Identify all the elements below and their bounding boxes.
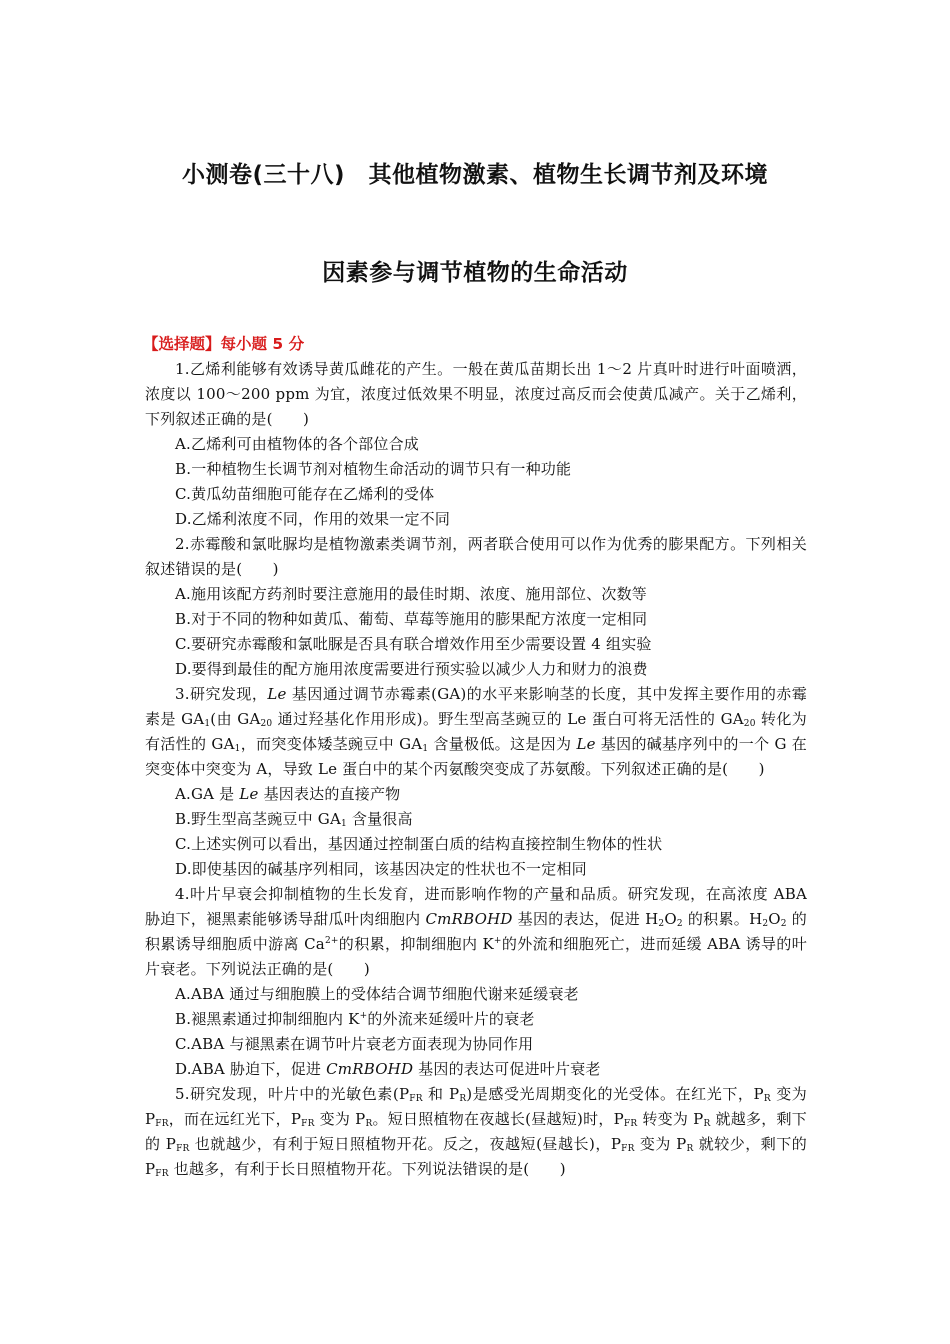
q4-superscript: + bbox=[493, 936, 502, 946]
q5-subscript: R bbox=[459, 1094, 467, 1104]
q3-subscript: 1 bbox=[204, 719, 211, 729]
q3-subscript: 20 bbox=[260, 719, 273, 729]
q4-text: 4.叶片早衰会抑制植物的生长发育，进而影响作物的产量和品质。研究发现，在高浓度 ABA 胁迫下，褪黑素能够诱导甜瓜叶肉细胞内 bbox=[145, 885, 807, 928]
q4-subscript: 2 bbox=[676, 919, 683, 929]
q4-text: O bbox=[664, 910, 677, 928]
q3-subscript: 1 bbox=[422, 744, 429, 754]
q5-subscript: FR bbox=[176, 1144, 190, 1154]
q3-text: 基因的碱基序列中的一个 G 在突变体中突变为 A，导致 Le 蛋白中的某个丙氨酸突变成了苏氨酸。下列叙述正确的是( ) bbox=[145, 735, 807, 778]
q5-text: 5.研究发现，叶片中的光敏色素(P bbox=[175, 1085, 410, 1103]
question-1-stem: 1.乙烯利能够有效诱导黄瓜雌花的产生。一般在黄瓜苗期长出 1～2 片真叶时进行叶面喷洒，浓度以 100～200 ppm 为宜，浓度过低效果不明显，浓度过高反而会使黄瓜减产。关于乙烯利，下列叙述正确的是( ) bbox=[145, 360, 807, 428]
question-4-option-b bbox=[145, 1007, 807, 1032]
q3-subscript: 20 bbox=[743, 719, 756, 729]
q3-text: 3.研究发现， bbox=[175, 685, 268, 703]
q3-b-subscript: 1 bbox=[340, 819, 347, 829]
q5-text: 就越多，剩下的 P bbox=[145, 1110, 807, 1153]
q5-subscript: FR bbox=[155, 1169, 169, 1179]
q3-a-text: 基因表达的直接产物 bbox=[258, 785, 401, 803]
question-4-option-a: A.ABA 通过与细胞膜上的受体结合调节细胞代谢来延缓衰老 bbox=[175, 985, 579, 1003]
q4-text: 的外流和细胞死亡，进而延缓 ABA 诱导的叶片衰老。下列说法正确的是( ) bbox=[145, 935, 807, 978]
q5-subscript: R bbox=[763, 1094, 771, 1104]
question-4-stem bbox=[145, 882, 807, 982]
q5-text: 变为 P bbox=[634, 1135, 687, 1153]
q5-text: 也就越少，有利于短日照植物开花。反之，夜越短(昼越长)，P bbox=[189, 1135, 622, 1153]
q4-subscript: 2 bbox=[658, 919, 665, 929]
question-3-option-d: D.即使基因的碱基序列相同，该基因决定的性状也不一定相同 bbox=[175, 860, 587, 878]
q4-text: 的积累诱导细胞质中游离 Ca bbox=[145, 910, 808, 953]
q4-text: 的积累。H bbox=[682, 910, 763, 928]
q4-subscript: 2 bbox=[762, 919, 769, 929]
question-2-option-b: B.对于不同的物种如黄瓜、葡萄、草莓等施用的膨果配方浓度一定相同 bbox=[175, 610, 648, 628]
question-1-option-c: C.黄瓜幼苗细胞可能存在乙烯利的受体 bbox=[175, 485, 435, 503]
q3-b-text: B.野生型高茎豌豆中 GA bbox=[175, 810, 341, 828]
document-body bbox=[145, 332, 807, 1182]
q5-text: 就较少，剩下的 P bbox=[145, 1135, 807, 1178]
question-3-stem bbox=[145, 682, 807, 782]
q5-subscript: FR bbox=[301, 1119, 315, 1129]
q4-gene-name: CmRBOHD bbox=[425, 910, 513, 928]
page-title-line2: 因素参与调节植物的生命活动 bbox=[322, 260, 628, 286]
q4-d-gene-name: CmRBOHD bbox=[326, 1060, 414, 1078]
question-2-option-a: A.施用该配方药剂时要注意施用的最佳时期、浓度、施用部位、次数等 bbox=[175, 585, 648, 603]
q5-subscript: FR bbox=[155, 1119, 169, 1129]
question-3-option-a bbox=[145, 782, 807, 807]
q3-text: ，而突变体矮茎豌豆中 GA bbox=[240, 735, 423, 753]
q5-text: 变为 P bbox=[314, 1110, 366, 1128]
q5-text: 变为 P bbox=[145, 1085, 807, 1128]
question-1-option-d: D.乙烯利浓度不同，作用的效果一定不同 bbox=[175, 510, 451, 528]
q4-b-text: B.褪黑素通过抑制细胞内 K bbox=[175, 1010, 360, 1028]
question-5-stem bbox=[145, 1082, 807, 1182]
question-1-option-a: A.乙烯利可由植物体的各个部位合成 bbox=[175, 435, 420, 453]
q5-text: 也越多，有利于长日照植物开花。下列说法错误的是( ) bbox=[168, 1160, 566, 1178]
q3-text: 基因通过调节赤霉素(GA)的水平来影响茎的长度，其中发挥主要作用的赤霉素是 GA bbox=[145, 685, 807, 728]
question-2-option-c: C.要研究赤霉酸和氯吡脲是否具有联合增效作用至少需要设置 4 组实验 bbox=[175, 635, 652, 653]
question-2-option-d: D.要得到最佳的配方施用浓度需要进行预实验以减少人力和财力的浪费 bbox=[175, 660, 648, 678]
section-label: 【选择题】每小题 5 分 bbox=[143, 335, 305, 353]
q3-text: (由 GA bbox=[210, 710, 261, 728]
q5-subscript: R bbox=[703, 1119, 711, 1129]
question-4-option-d bbox=[145, 1057, 807, 1082]
q3-a-text: A.GA 是 bbox=[175, 785, 240, 803]
q5-text: ，而在远红光下，P bbox=[168, 1110, 302, 1128]
q5-subscript: R bbox=[686, 1144, 694, 1154]
q5-text: 和 P bbox=[422, 1085, 460, 1103]
q4-d-text: D.ABA 胁迫下，促进 bbox=[175, 1060, 327, 1078]
q5-text: 转变为 P bbox=[637, 1110, 704, 1128]
page-title-line1: 小测卷(三十八) 其他植物激素、植物生长调节剂及环境 bbox=[181, 162, 769, 188]
q5-subscript: R bbox=[365, 1119, 373, 1129]
q3-gene-name: Le bbox=[576, 735, 596, 753]
q4-b-superscript: + bbox=[359, 1011, 368, 1021]
q4-subscript: 2 bbox=[780, 919, 787, 929]
q5-text: )是感受光周期变化的光受体。在红光下，P bbox=[466, 1085, 764, 1103]
q4-superscript: 2+ bbox=[324, 936, 339, 946]
question-1-option-b: B.一种植物生长调节剂对植物生命活动的调节只有一种功能 bbox=[175, 460, 572, 478]
q4-b-text: 的外流来延缓叶片的衰老 bbox=[367, 1010, 535, 1028]
q3-text: 含量极低。这是因为 bbox=[428, 735, 577, 753]
q5-subscript: FR bbox=[623, 1119, 638, 1129]
q3-text: 通过羟基化作用形成)。野生型高茎豌豆的 Le 蛋白可将无活性的 GA bbox=[272, 710, 744, 728]
question-2-stem: 2.赤霉酸和氯吡脲均是植物激素类调节剂，两者联合使用可以作为优秀的膨果配方。下列相关叙述错误的是( ) bbox=[145, 535, 807, 578]
question-3-option-c: C.上述实例可以看出，基因通过控制蛋白质的结构直接控制生物体的性状 bbox=[175, 835, 663, 853]
q3-b-text: 含量很高 bbox=[346, 810, 413, 828]
q3-gene-name: Le bbox=[267, 685, 287, 703]
question-4-option-c: C.ABA 与褪黑素在调节叶片衰老方面表现为协同作用 bbox=[175, 1035, 534, 1053]
question-3-option-b bbox=[145, 807, 807, 832]
q4-text: 基因的表达，促进 H bbox=[512, 910, 659, 928]
q5-subscript: FR bbox=[409, 1094, 423, 1104]
q5-text: 。短日照植物在夜越长(昼越短)时，P bbox=[372, 1110, 624, 1128]
q3-a-gene-name: Le bbox=[239, 785, 259, 803]
q5-subscript: FR bbox=[621, 1144, 635, 1154]
q3-subscript: 1 bbox=[234, 744, 241, 754]
q4-text: O bbox=[768, 910, 781, 928]
q4-text: 的积累，抑制细胞内 K bbox=[338, 935, 494, 953]
q4-d-text: 基因的表达可促进叶片衰老 bbox=[413, 1060, 601, 1078]
q3-text: 转化为有活性的 GA bbox=[145, 710, 807, 753]
